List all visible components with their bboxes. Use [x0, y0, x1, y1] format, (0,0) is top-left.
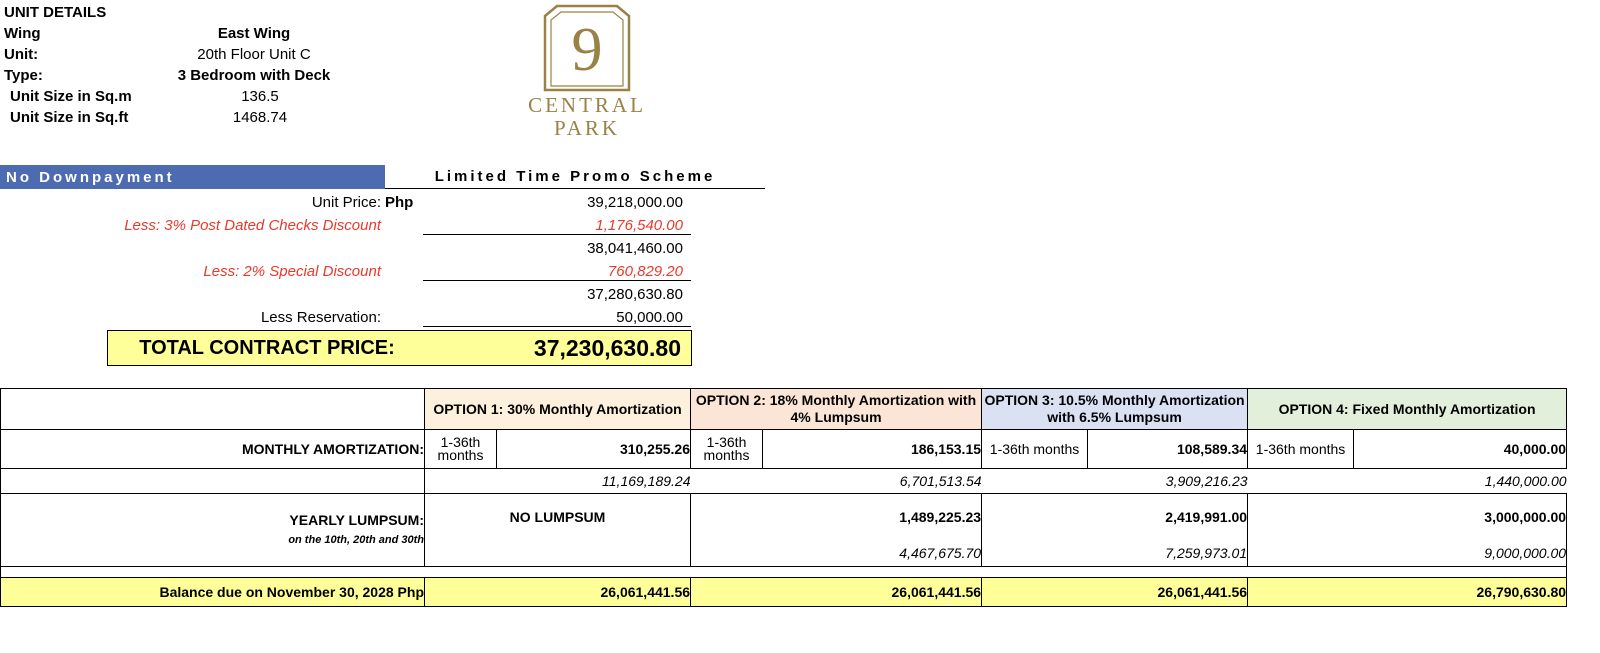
price-row-pdc-discount: [0, 214, 700, 237]
unit-detail-label: Wing: [4, 25, 41, 42]
logo-line-2: PARK: [553, 116, 621, 140]
price-row-special-discount: [0, 260, 700, 283]
option-2-monthly-total: 6,701,513.54: [691, 469, 982, 494]
logo-line-1: CENTRAL: [528, 93, 646, 117]
unit-detail-value: 1468.74: [232, 109, 288, 126]
option-1-monthly-total: 11,169,189.24: [425, 469, 691, 494]
monthly-total-spacer: [1, 469, 425, 494]
option-4-monthly-amount: 40,000.00: [1354, 430, 1567, 469]
price-label: Less: 3% Post Dated Checks Discount: [124, 217, 381, 234]
price-label: Unit Price:: [311, 194, 381, 211]
option-2-monthly-amount: 186,153.15: [763, 430, 982, 469]
option-3-lumpsum-total: 7,259,973.01: [982, 540, 1248, 567]
balance-row: [1, 578, 1567, 607]
option-2-balance: 26,061,441.56: [691, 578, 982, 607]
header-spacer: [1, 389, 425, 430]
price-row-less-reservation: [0, 306, 700, 329]
total-contract-price-label: TOTAL CONTRACT PRICE:: [139, 336, 395, 359]
unit-detail-label: Unit:: [4, 46, 39, 63]
promo-scheme-title: Limited Time Promo Scheme: [385, 165, 765, 189]
payment-options-table: [0, 388, 1566, 607]
price-row-subtotal-2: [0, 283, 700, 306]
option-2-header: OPTION 2: 18% Monthly Amortization with 4% Lumpsum: [691, 389, 982, 430]
price-amount: 38,041,460.00: [587, 240, 683, 257]
yearly-lumpsum-row: [1, 494, 1567, 541]
currency-label: Php: [385, 194, 414, 211]
option-3-monthly-total: 3,909,216.23: [982, 469, 1248, 494]
price-breakdown: [0, 191, 700, 329]
total-contract-price-box: [107, 330, 692, 366]
price-row-subtotal-1: [0, 237, 700, 260]
unit-detail-label: Type:: [4, 67, 43, 84]
no-downpayment-badge: No Downpayment: [0, 165, 385, 189]
table-spacer-cell: [1, 567, 1567, 578]
unit-detail-row: [4, 44, 424, 65]
option-1-lumpsum-total: [425, 540, 691, 567]
option-1-balance: 26,061,441.56: [425, 578, 691, 607]
option-1-term: 1-36th months: [425, 430, 497, 469]
unit-detail-row: [4, 107, 424, 128]
option-4-lumpsum: 3,000,000.00: [1248, 494, 1567, 541]
unit-details-block: [4, 4, 424, 128]
price-amount: 760,829.20: [423, 263, 691, 281]
price-amount: 50,000.00: [423, 309, 691, 327]
unit-detail-label: Unit Size in Sq.ft: [10, 109, 129, 126]
option-3-monthly-amount: 108,589.34: [1088, 430, 1248, 469]
option-3-header: OPTION 3: 10.5% Monthly Amortization with 6.5% Lumpsum: [982, 389, 1248, 430]
option-3-balance: 26,061,441.56: [982, 578, 1248, 607]
option-4-monthly-total: 1,440,000.00: [1248, 469, 1567, 494]
monthly-amortization-row: [1, 430, 1567, 469]
price-amount: 37,280,630.80: [587, 286, 683, 303]
logo-crest-icon: [527, 2, 647, 94]
yearly-lumpsum-label-cell: [1, 494, 425, 567]
option-4-header: OPTION 4: Fixed Monthly Amortization: [1248, 389, 1567, 430]
option-1-header: OPTION 1: 30% Monthly Amortization: [425, 389, 691, 430]
promo-banner: [0, 165, 765, 189]
unit-details-title: UNIT DETAILS: [4, 4, 107, 21]
option-3-term: 1-36th months: [982, 430, 1088, 469]
option-1-monthly-amount: 310,255.26: [497, 430, 691, 469]
unit-detail-value: 3 Bedroom with Deck: [177, 67, 331, 84]
svg-text:9: 9: [571, 16, 603, 84]
yearly-lumpsum-label: YEARLY LUMPSUM:: [289, 512, 424, 528]
option-2-lumpsum-total: 4,467,675.70: [691, 540, 982, 567]
option-1-lumpsum: NO LUMPSUM: [425, 494, 691, 541]
option-2-term: 1-36th months: [691, 430, 763, 469]
monthly-amortization-label: MONTHLY AMORTIZATION:: [1, 430, 425, 469]
monthly-total-row: [1, 469, 1567, 494]
option-4-term: 1-36th months: [1248, 430, 1354, 469]
option-4-lumpsum-total: 9,000,000.00: [1248, 540, 1567, 567]
total-contract-price-amount: 37,230,630.80: [533, 334, 681, 361]
unit-detail-value: East Wing: [217, 25, 291, 42]
price-amount: 1,176,540.00: [423, 217, 691, 235]
option-3-lumpsum: 2,419,991.00: [982, 494, 1248, 541]
option-2-lumpsum: 1,489,225.23: [691, 494, 982, 541]
unit-detail-row: [4, 65, 424, 86]
nine-central-park-logo: [512, 2, 662, 142]
unit-detail-row: [4, 86, 424, 107]
unit-detail-value: 136.5: [241, 88, 279, 105]
yearly-lumpsum-note: on the 10th, 20th and 30th: [288, 534, 424, 546]
balance-due-label: Balance due on November 30, 2028 Php: [1, 578, 425, 607]
unit-detail-value: 20th Floor Unit C: [197, 46, 311, 63]
unit-detail-row: [4, 23, 424, 44]
price-label: Less: 2% Special Discount: [203, 263, 381, 280]
price-label: Less Reservation:: [260, 309, 381, 326]
options-header-row: [1, 389, 1567, 430]
price-amount: 39,218,000.00: [587, 194, 683, 211]
price-row-unit-price: [0, 191, 700, 214]
option-4-balance: 26,790,630.80: [1248, 578, 1567, 607]
unit-detail-label: Unit Size in Sq.m: [10, 88, 132, 105]
table-spacer-row: [1, 567, 1567, 578]
